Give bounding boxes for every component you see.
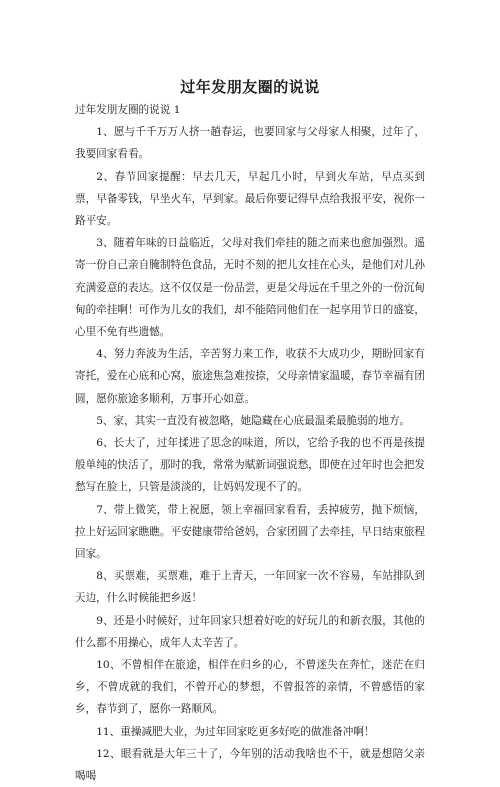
paragraph: 2、春节回家提醒：早去几天，早起几小时，早到火车站，早点买到票，早备零钱，早坐火车，早到家。最后你要记得早点给我报平安，祝你一路平安。 <box>75 170 425 228</box>
paragraph: 6、长大了，过年揉进了思念的味道，所以，它给予我的也不再是孩提般单纯的快活了，那时的我，常常为赋新词强说愁，即使在过年时也会把发愁写在脸上，只管是淡淡的，让妈妈发现不了的。 <box>75 437 425 494</box>
paragraph: 11、重操减肥大业，为过年回家吃更多好吃的做准备冲啊！ <box>96 725 375 738</box>
paragraph: 1、愿与千千万万人挤一趟春运，也要回家与父母家人相聚，过年了，我要回家看看。 <box>75 126 425 161</box>
paragraph: 4、努力奔波为生活，辛苦努力来工作，收获不大成功少，期盼回家有寄托，爱在心底和心窝，旅途焦急难按捺，父母亲情家温暖，春节幸福有团圆，愿你旅途多顺利，万事开心如意。 <box>75 348 425 405</box>
paragraph: 12、眼看就是大年三十了，今年别的活动我啥也不干，就是想陪父亲喝喝 <box>75 747 425 783</box>
paragraph: 8、买票难，买票难，难于上青天，一年回家一次不容易，车站排队到天边，什么时候能把乡返！ <box>75 570 425 605</box>
document-subtitle: 过年发朋友圈的说说 1 <box>75 104 181 116</box>
paragraph: 3、随着年味的日益临近，父母对我们牵挂的随之而来也愈加强烈。遥寄一份自己亲自腌制特色食品，无时不刻的把儿女挂在心头，是他们对儿孙充满爱意的表达。这不仅仅是一份品尝，更是父母远在千里之外的一份沉甸甸的牵挂啊！可作为儿女的我们，却不能陪同他们在一起享用节日的盛宴，心里不免有些遗憾。 <box>75 237 425 339</box>
paragraph: 9、还是小时候好，过年回家只想着好吃的好玩儿的和新衣服，其他的什么都不用操心，成年人太辛苦了。 <box>75 614 425 649</box>
paragraph: 7、带上微笑，带上祝愿，领上幸福回家看看，丢掉疲劳，抛下烦恼，拉上好运回家瞧瞧。平安健康带给爸妈，合家团圆了去牵挂，早日结束旅程回家。 <box>75 503 425 561</box>
document-body <box>75 99 425 787</box>
paragraph: 10、不曾相伴在旅途，相伴在归乡的心，不曾迷失在奔忙，迷茫在归乡，不曾成就的我们，不曾开心的梦想，不曾报答的亲情，不曾感悟的家乡，春节到了，愿你一路顺风。 <box>75 659 425 716</box>
paragraph: 5、家，其实一直没有被忽略，她隐藏在心底最温柔最脆弱的地方。 <box>96 414 411 427</box>
document-title: 过年发朋友圈的说说 <box>180 78 320 96</box>
